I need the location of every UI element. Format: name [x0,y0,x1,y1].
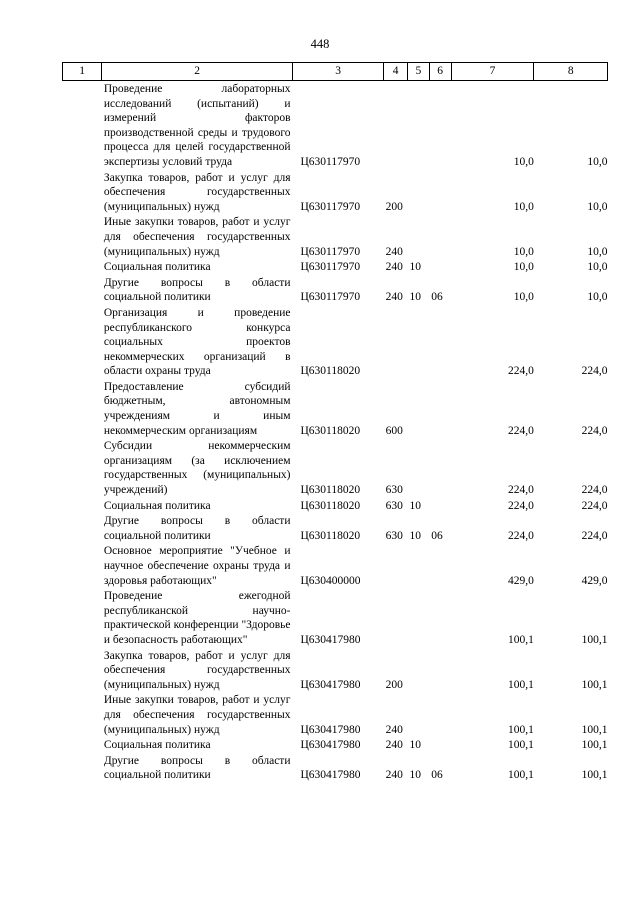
row-subsection: 06 [431,529,443,542]
row-amount-col7: 224,0 [508,365,534,378]
row-name: Социальная политика [103,261,211,274]
budget-table [62,62,608,783]
row-subsection [429,305,451,379]
column-header: 6 [429,63,451,81]
row-subsection: 06 [431,291,443,304]
row-name: Закупка товаров, работ и услуг для обеспечения государственных (муниципальных) нужд [103,649,291,691]
row-amount-col7: 100,1 [508,723,534,736]
row-target-code: Ц630117970 [300,245,361,258]
row-expense-type: 240 [385,769,403,782]
table-row [63,498,608,514]
row-expense-type: 240 [385,723,403,736]
row-section: 10 [409,499,421,512]
row-blank-cell [63,692,102,737]
row-expense-type [384,81,408,170]
row-name: Другие вопросы в области социальной политики [103,515,291,542]
row-section [408,214,430,259]
row-amount-col7: 224,0 [508,499,534,512]
table-row [63,170,608,215]
row-target-code: Ц630417980 [300,723,361,736]
row-subsection [429,498,451,514]
row-blank-cell [63,259,102,275]
row-amount-col7: 100,1 [508,739,534,752]
row-name: Закупка товаров, работ и услуг для обеспечения государственных (муниципальных) нужд [103,171,291,213]
row-subsection [429,737,451,753]
table-row [63,692,608,737]
row-name: Предоставление субсидий бюджетным, автономным учреждениям и иным некоммерческим организациям [103,380,291,437]
row-subsection [429,438,451,497]
row-amount-col7: 100,1 [508,678,534,691]
row-name: Иные закупки товаров, работ и услуг для обеспечения государственных (муниципальных) нужд [103,216,291,258]
table-row [63,588,608,647]
row-amount-col8: 10,0 [587,291,608,304]
row-section: 10 [409,769,421,782]
row-amount-col8: 100,1 [581,678,608,691]
table-row [63,438,608,497]
row-amount-col7: 224,0 [508,424,534,437]
row-subsection [429,648,451,693]
row-amount-col7: 429,0 [508,574,534,587]
row-expense-type: 630 [385,484,403,497]
page-number: 448 [310,37,330,51]
row-blank-cell [63,170,102,215]
row-name: Основное мероприятие "Учебное и научное обеспечение охраны труда и здоровья работающих" [103,545,291,587]
table-row [63,648,608,693]
row-blank-cell [63,648,102,693]
row-section [408,305,430,379]
row-target-code: Ц630417980 [300,739,361,752]
row-blank-cell [63,498,102,514]
row-amount-col7: 10,0 [513,245,534,258]
row-amount-col8: 10,0 [587,245,608,258]
column-number-header-row [63,63,608,81]
row-amount-col8: 10,0 [587,261,608,274]
row-amount-col8: 10,0 [587,200,608,213]
row-expense-type: 200 [385,200,403,213]
column-header: 1 [63,63,102,81]
row-blank-cell [63,81,102,170]
row-blank-cell [63,543,102,588]
row-target-code: Ц630118020 [300,484,361,497]
row-subsection [429,543,451,588]
row-section [408,379,430,438]
row-blank-cell [63,737,102,753]
row-expense-type [384,543,408,588]
column-header: 3 [293,63,384,81]
row-amount-col8: 224,0 [581,484,608,497]
row-expense-type: 630 [385,499,403,512]
table-row [63,305,608,379]
row-expense-type: 240 [385,245,403,258]
row-name: Организация и проведение республиканского конкурса социальных проектов некоммерческих организаций в области охраны труда [103,306,291,378]
row-blank-cell [63,513,102,543]
row-target-code: Ц630118020 [300,365,361,378]
row-expense-type: 600 [385,424,403,437]
row-blank-cell [63,438,102,497]
row-expense-type: 200 [385,678,403,691]
table-row [63,737,608,753]
table-row [63,214,608,259]
row-expense-type: 630 [385,529,403,542]
row-amount-col7: 10,0 [513,291,534,304]
table-row [63,259,608,275]
row-section [408,170,430,215]
row-section: 10 [409,529,421,542]
row-expense-type [384,588,408,647]
row-section: 10 [409,261,421,274]
row-expense-type: 240 [385,291,403,304]
row-section: 10 [409,739,421,752]
row-target-code: Ц630400000 [300,574,361,587]
row-section [408,543,430,588]
row-subsection [429,379,451,438]
row-name: Другие вопросы в области социальной политики [103,754,291,782]
column-header: 4 [384,63,408,81]
row-section [408,81,430,170]
row-amount-col7: 224,0 [508,529,534,542]
row-subsection [429,588,451,647]
row-section [408,588,430,647]
table-row [63,81,608,170]
column-header: 5 [408,63,430,81]
row-target-code: Ц630417980 [300,633,361,646]
row-name: Субсидии некоммерческим организациям (за исключением государственных (муниципальных) учреждений) [103,440,291,497]
row-target-code: Ц630117970 [300,261,361,274]
row-amount-col8: 224,0 [581,499,608,512]
row-amount-col7: 100,1 [508,769,534,782]
row-section [408,648,430,693]
row-amount-col7: 10,0 [513,261,534,274]
row-amount-col8: 100,1 [581,739,608,752]
row-target-code: Ц630117970 [300,291,361,304]
row-name: Иные закупки товаров, работ и услуг для обеспечения государственных (муниципальных) нужд [103,694,291,736]
row-subsection [429,692,451,737]
row-expense-type [384,305,408,379]
column-header: 2 [102,63,293,81]
table-row [63,379,608,438]
row-name: Социальная политика [103,499,211,512]
row-expense-type: 240 [385,739,403,752]
row-name: Проведение ежегодной республиканской научно-практической конференции "Здоровье и безопасность работающих" [103,590,291,646]
row-blank-cell [63,588,102,647]
row-blank-cell [63,214,102,259]
row-amount-col8: 100,1 [581,633,608,646]
row-name: Другие вопросы в области социальной политики [103,276,291,304]
row-target-code: Ц630117970 [300,155,361,168]
row-blank-cell [63,379,102,438]
row-subsection [429,259,451,275]
row-amount-col7: 100,1 [508,633,534,646]
row-amount-col7: 10,0 [513,155,534,168]
row-amount-col8: 100,1 [581,723,608,736]
row-subsection [429,81,451,170]
table-row [63,513,608,543]
row-target-code: Ц630118020 [300,424,361,437]
row-target-code: Ц630118020 [300,499,361,512]
row-amount-col8: 224,0 [581,365,608,378]
row-amount-col8: 224,0 [581,424,608,437]
column-header: 7 [451,63,534,81]
row-section [408,438,430,497]
row-target-code: Ц630417980 [300,678,361,691]
row-amount-col8: 100,1 [581,769,608,782]
row-subsection [429,170,451,215]
row-target-code: Ц630118020 [300,529,361,542]
row-section: 10 [409,291,421,304]
row-expense-type: 240 [385,261,403,274]
row-amount-col7: 224,0 [508,484,534,497]
row-amount-col8: 429,0 [581,574,608,587]
row-blank-cell [63,753,102,783]
row-blank-cell [63,305,102,379]
row-name: Проведение лабораторных исследований (испытаний) и измерений факторов производственной среды и трудового процесса для целей государственной экспертизы условий труда [103,83,291,168]
table-row [63,753,608,783]
row-amount-col8: 224,0 [581,529,608,542]
row-subsection: 06 [431,769,443,782]
row-blank-cell [63,275,102,305]
row-amount-col7: 10,0 [513,200,534,213]
table-row [63,275,608,305]
table-body [63,81,608,783]
column-header: 8 [534,63,608,81]
row-section [408,692,430,737]
row-amount-col8: 10,0 [587,155,608,168]
table-row [63,543,608,588]
row-target-code: Ц630417980 [300,769,361,782]
row-target-code: Ц630117970 [300,200,361,213]
row-subsection [429,214,451,259]
row-name: Социальная политика [103,739,211,752]
